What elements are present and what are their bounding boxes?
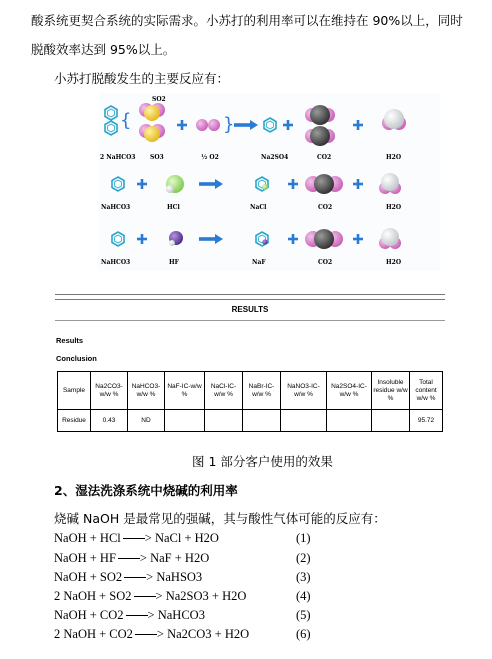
th-total: Total content w/w %: [410, 372, 443, 410]
label-na2so4: Na2SO4: [261, 154, 289, 161]
eq-lhs: NaOH + HCl: [54, 531, 121, 545]
reaction-diagram-svg: [98, 93, 440, 271]
eq-lhs: NaOH + HF: [54, 551, 116, 565]
label-nacl: NaCl: [250, 204, 267, 211]
equation-number: (6): [296, 627, 311, 641]
label-co2-3: CO2: [318, 259, 333, 266]
conclusion-label: Conclusion: [56, 354, 97, 363]
svg-text:{: {: [120, 110, 132, 131]
th-nano3: NaNO3-IC-w/w %: [281, 372, 327, 410]
arrow-line: [118, 558, 140, 559]
label-2nahco3: 2 NaHCO3: [100, 154, 136, 161]
eq-rhs: > NaF + H2O: [139, 551, 210, 565]
rule-mid: [55, 320, 445, 321]
cell-nabr: [243, 410, 281, 432]
results-label: Results: [56, 336, 84, 345]
arrow-line: [123, 538, 145, 539]
th-sample: Sample: [58, 372, 91, 410]
arrow-line: [126, 615, 148, 616]
eq-lhs: 2 NaOH + SO2: [54, 589, 132, 603]
label-hf: HF: [169, 259, 179, 266]
cell-nano3: [281, 410, 327, 432]
svg-text:}: }: [223, 114, 235, 135]
rule-top: [55, 294, 445, 295]
figure-caption: 图 1 部分客户使用的效果: [192, 454, 333, 469]
reaction-row-3: [112, 228, 401, 249]
th-nahco3: NaHCO3-w/w %: [128, 372, 165, 410]
equation-number: (2): [296, 551, 311, 565]
eq-lhs: NaOH + CO2: [54, 608, 124, 622]
label-nahco3-2: NaHCO3: [101, 204, 131, 211]
results-title: RESULTS: [231, 305, 269, 314]
equation-number: (1): [296, 531, 311, 545]
reaction-row-1: [105, 103, 406, 146]
equation-3: [54, 570, 202, 585]
label-naf: NaF: [252, 259, 266, 266]
equation-number: (3): [296, 570, 311, 584]
eq-rhs: > Na2SO3 + H2O: [155, 589, 247, 603]
th-na2co3: Na2CO3-w/w %: [91, 372, 128, 410]
th-naf: NaF-IC-w/w %: [165, 372, 205, 410]
paragraph-line-2: 脱酸效率达到 95%以上。: [31, 42, 176, 57]
eq-rhs: > Na2CO3 + H2O: [156, 627, 250, 641]
equation-number: (4): [296, 589, 311, 603]
label-co2-1: CO2: [317, 154, 332, 161]
th-insoluble: Insoluble residue w/w %: [372, 372, 410, 410]
label-nahco3-3: NaHCO3: [101, 259, 131, 266]
cell-sample: Residue: [58, 410, 91, 432]
eq-rhs: > NaHCO3: [147, 608, 205, 622]
cell-na2so4: [327, 410, 372, 432]
table-row: [58, 410, 443, 432]
label-hcl: HCl: [167, 204, 180, 211]
th-na2so4: Na2SO4-IC-w/w %: [327, 372, 372, 410]
cell-naf: [165, 410, 205, 432]
section-heading: 2、湿法洗涤系统中烧碱的利用率: [54, 483, 238, 498]
table-header-row: [58, 372, 443, 410]
eq-lhs: 2 NaOH + CO2: [54, 627, 133, 641]
reaction-diagram: [98, 93, 440, 271]
arrow-line: [124, 577, 146, 578]
cell-total: 95.72: [410, 410, 443, 432]
label-so3: SO3: [150, 154, 164, 161]
rule-top-2: [55, 299, 445, 300]
cell-nahco3: ND: [128, 410, 165, 432]
equation-1: [54, 531, 219, 546]
arrow-line: [134, 596, 156, 597]
reaction-intro: 小苏打脱酸发生的主要反应有：: [54, 71, 230, 86]
equation-number: (5): [296, 608, 311, 622]
eq-rhs: > NaCl + H2O: [144, 531, 219, 545]
equation-5: [54, 608, 205, 623]
label-half-o2: ½ O2: [201, 154, 219, 161]
th-nabr: NaBr-IC-w/w %: [243, 372, 281, 410]
cell-na2co3: 0.43: [91, 410, 128, 432]
equation-2: [54, 551, 209, 566]
label-so2: SO2: [152, 96, 166, 103]
section-intro: 烧碱 NaOH 是最常见的强碱，其与酸性气体可能的反应有：: [54, 511, 386, 526]
cell-insoluble: [372, 410, 410, 432]
equation-6: [54, 627, 249, 642]
paragraph-line-1: 酸系统更契合系统的实际需求。小苏打的利用率可以在维持在 90%以上，同时: [31, 13, 463, 28]
eq-lhs: NaOH + SO2: [54, 570, 123, 584]
equation-4: [54, 589, 246, 604]
results-table: [57, 371, 443, 432]
label-h2o-1: H2O: [386, 154, 402, 161]
th-nacl: NaCl-IC-w/w %: [205, 372, 243, 410]
results-report: [55, 292, 445, 442]
label-co2-2: CO2: [318, 204, 333, 211]
arrow-line: [135, 634, 157, 635]
reaction-row-2: [112, 173, 401, 194]
eq-rhs: > NaHSO3: [146, 570, 203, 584]
label-h2o-3: H2O: [386, 259, 402, 266]
cell-nacl: [205, 410, 243, 432]
label-h2o-2: H2O: [386, 204, 402, 211]
